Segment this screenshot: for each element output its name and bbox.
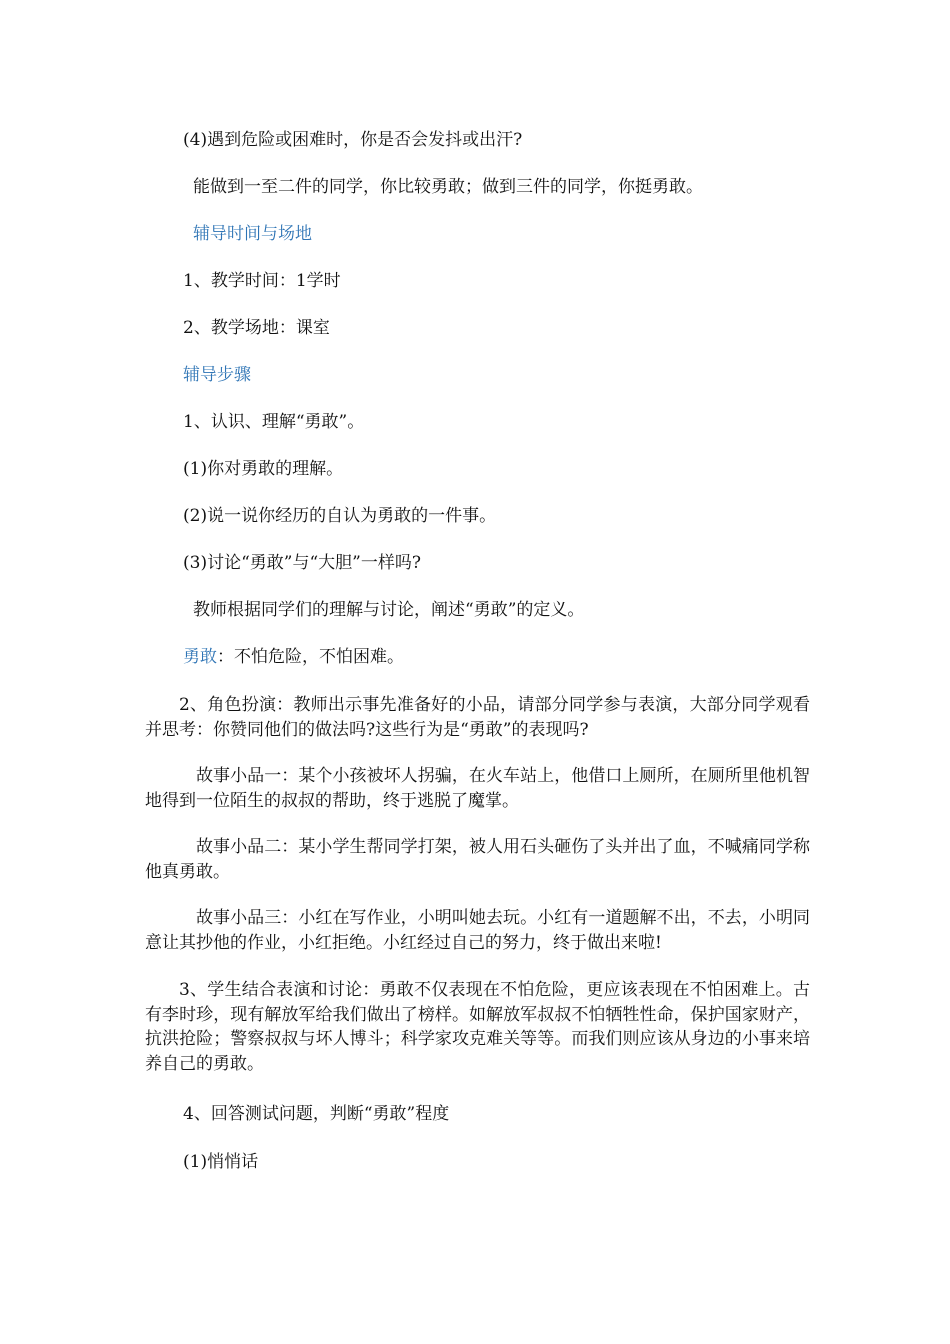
definition-term: 勇敢 [183, 647, 217, 667]
heading-time-venue: 辅导时间与场地 [193, 224, 312, 244]
step-4-item-1: (1)悄悄话 [183, 1152, 259, 1172]
story-1-paragraph: 故事小品一：某个小孩被坏人拐骗，在火车站上，他借口上厕所，在厕所里他机智地得到一位陌生的叔叔的帮助，终于逃脱了魔掌。 [145, 766, 810, 811]
summary-line: 能做到一至二件的同学，你比较勇敢；做到三件的同学，你挺勇敢。 [193, 177, 703, 197]
step-1-item-1: (1)你对勇敢的理解。 [183, 459, 344, 479]
question-4: (4)遇到危险或困难时，你是否会发抖或出汗? [183, 130, 523, 150]
heading-steps: 辅导步骤 [183, 365, 251, 385]
teacher-explanation: 教师根据同学们的理解与讨论，阐述“勇敢”的定义。 [193, 600, 585, 620]
story-2-paragraph: 故事小品二：某小学生帮同学打架，被人用石头砸伤了头并出了血，不喊痛同学称他真勇敢。 [145, 837, 810, 882]
step-4: 4、回答测试问题，判断“勇敢”程度 [183, 1104, 450, 1124]
teaching-time: 1、教学时间：1学时 [183, 271, 341, 291]
step-1: 1、认识、理解“勇敢”。 [183, 412, 365, 432]
story-3-paragraph: 故事小品三：小红在写作业，小明叫她去玩。小红有一道题解不出，不去，小明同意让其抄他的作业，小红拒绝。小红经过自己的努力，终于做出来啦! [145, 908, 810, 953]
definition-line [183, 645, 404, 669]
step-1-item-3: (3)讨论“勇敢”与“大胆”一样吗? [183, 553, 421, 573]
definition-text: ：不怕危险，不怕困难。 [217, 647, 404, 667]
step-2-paragraph: 2、角色扮演：教师出示事先准备好的小品，请部分同学参与表演，大部分同学观看并思考：你赞同他们的做法吗?这些行为是“勇敢”的表现吗? [145, 695, 810, 740]
teaching-venue: 2、教学场地：课室 [183, 318, 330, 338]
step-3-paragraph: 3、学生结合表演和讨论：勇敢不仅表现在不怕危险，更应该表现在不怕困难上。古有李时珍，现有解放军给我们做出了榜样。如解放军叔叔不怕牺牲性命，保护国家财产，抗洪抢险；警察叔叔与坏人博斗；科学家攻克难关等等。而我们则应该从身边的小事来培养自己的勇敢。 [145, 980, 810, 1074]
step-1-item-2: (2)说一说你经历的自认为勇敢的一件事。 [183, 506, 497, 526]
